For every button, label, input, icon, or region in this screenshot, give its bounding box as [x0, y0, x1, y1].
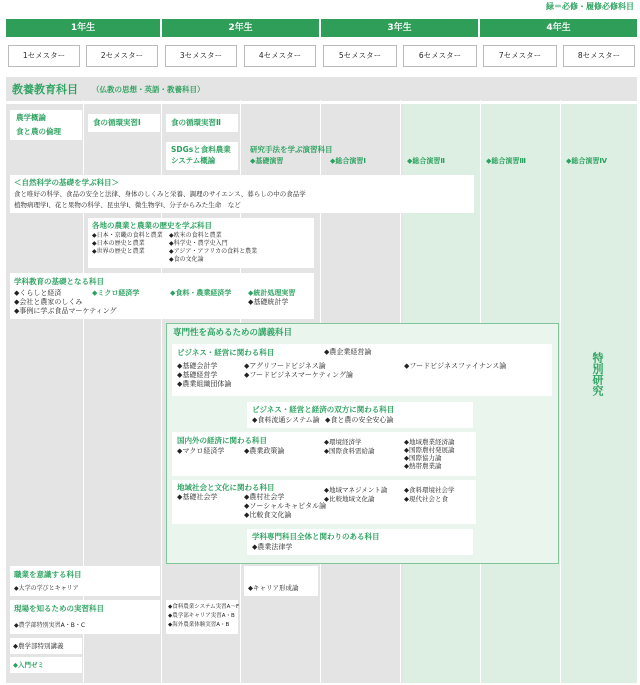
- seminar-1: ◆総合演習Ⅰ: [330, 157, 366, 165]
- seminar-3: ◆総合演習Ⅲ: [486, 157, 527, 165]
- intro-box-3: [166, 114, 238, 132]
- business-course-6: ◆農企業経営論: [324, 348, 372, 356]
- course-food-ethics: 食と農の倫理: [16, 127, 61, 136]
- both-box: [247, 402, 473, 428]
- practice-course-1: ◆農学部特別実習A・B・C: [14, 622, 86, 629]
- liberal-arts-band: [6, 77, 637, 101]
- course-sdgs: SDGsと食料農業: [171, 145, 231, 154]
- business-course-7: ◆フードビジネスファイナンス論: [404, 362, 507, 370]
- intro-box-2: [88, 114, 160, 132]
- basic-course-2: ◆会社と農家のしくみ: [14, 298, 83, 306]
- history-course-4: ◆欧米の食料と農業: [169, 232, 222, 239]
- science-line-2: 植物病理学Ⅰ、花と果物の科学、昆虫学Ⅰ、微生物学Ⅰ、分子からみた生命 など: [14, 201, 241, 209]
- economy-course-2: ◆農業政策論: [244, 447, 285, 455]
- semester-6: 6セメスター: [403, 45, 477, 67]
- both-course-1: ◆食料流通システム論: [252, 416, 320, 424]
- regional-course-4: ◆比較食文化論: [244, 511, 292, 519]
- course-food-cycle-1: 食の循環実習Ⅰ: [93, 118, 141, 127]
- economy-course-8: ◆熱帯農業論: [404, 462, 442, 470]
- business-course-5: ◆フードビジネスマーケティング論: [244, 371, 353, 379]
- business-course-2: ◆基礎経営学: [177, 371, 218, 379]
- career-course-2: ◆キャリア形成論: [248, 584, 299, 592]
- semester-8: 8セメスター: [563, 45, 635, 67]
- intro-box-4: [166, 142, 238, 170]
- economy-course-5: ◆地域農業経済論: [404, 438, 455, 446]
- basic-stat: ◆基礎統計学: [248, 298, 289, 306]
- semester-1: 1セメスター: [8, 45, 80, 67]
- semester-2: 2セメスター: [86, 45, 158, 67]
- regional-course-1: ◆基礎社会学: [177, 493, 218, 501]
- regional-box: [172, 480, 476, 524]
- history-box: [88, 218, 314, 268]
- course-food-cycle-2: 食の循環実習Ⅱ: [171, 118, 221, 127]
- seminar-4: ◆総合演習Ⅳ: [566, 157, 608, 165]
- basic-stat-lab: ◆統計処理実習: [248, 289, 296, 297]
- basic-micro: ◆ミクロ経済学: [92, 289, 140, 297]
- regional-course-5: ◆地域マネジメント論: [324, 486, 388, 494]
- practice-course-2: ◆食料農業システム実習A〜F: [168, 604, 240, 610]
- practice-box: [10, 600, 160, 634]
- regional-course-8: ◆現代社会と食: [404, 495, 448, 503]
- business-box: [172, 344, 552, 396]
- business-course-4: ◆アグリフードビジネス論: [244, 362, 326, 370]
- basic-box: [10, 273, 314, 319]
- practice-course-4: ◆海外農業体験実習A・B: [168, 622, 230, 628]
- overall-title: 学科専門科目全体と関わりのある科目: [252, 532, 380, 541]
- course-sdgs-2: システム概論: [171, 156, 216, 165]
- special-box: [10, 638, 82, 654]
- basic-course-3: ◆事例に学ぶ食品マーケティング: [14, 307, 117, 315]
- history-title: 各地の農業と農業の歴史を学ぶ科目: [92, 221, 212, 230]
- specialized-title: 専門性を高めるための講義科目: [173, 328, 293, 338]
- science-line-1: 食と唯好の科学、食品の安全と法律、身体のしくみと栄養、調理のサイエンス、暮らしの中の食品学: [14, 190, 306, 198]
- business-course-1: ◆基礎会計学: [177, 362, 218, 370]
- basic-food-econ: ◆食料・農業経済学: [170, 289, 232, 297]
- economy-course-7: ◆国際協力論: [404, 454, 442, 462]
- special-course: ◆農学部特別講義: [13, 642, 64, 650]
- economy-course-6: ◆国際農村発展論: [404, 446, 455, 454]
- research-label: 特別研究: [591, 352, 604, 396]
- career-course-1: ◆大学の学びとキャリア: [14, 585, 79, 592]
- regional-course-3: ◆ソーシャルキャピタル論: [244, 502, 327, 510]
- intro-seminar-box: [10, 657, 82, 673]
- history-course-5: ◆科学史・農学史入門: [169, 240, 228, 247]
- course-agri-intro: 農学概論: [16, 113, 46, 122]
- practice-course-3: ◆農学部キャリア実習A・B: [168, 613, 235, 619]
- year-3: 3年生: [321, 19, 478, 37]
- both-course-2: ◆食と農の安全安心論: [325, 416, 394, 424]
- year-4: 4年生: [480, 19, 637, 37]
- overall-box: [247, 529, 473, 555]
- year-2: 2年生: [162, 19, 319, 37]
- semester-3: 3セメスター: [165, 45, 237, 67]
- regional-course-6: ◆比較地域文化論: [324, 495, 375, 503]
- practice-title: 現場を知るための実習科目: [14, 604, 104, 613]
- career-box-2: [244, 566, 318, 596]
- intro-box-1: [10, 110, 82, 140]
- intro-seminar: ◆入門ゼミ: [13, 661, 44, 669]
- seminar-2: ◆総合演習Ⅱ: [407, 157, 445, 165]
- economy-title: 国内外の経済に関わる科目: [177, 436, 267, 445]
- col-sep: [560, 100, 561, 685]
- science-title: ＜自然科学の基礎を学ぶ科目＞: [14, 178, 119, 187]
- seminar-title: 研究手法を学ぶ演習科目: [250, 145, 333, 154]
- both-title: ビジネス・経営と経済の双方に関わる科目: [252, 405, 395, 414]
- history-course-1: ◆日本・京畿の食料と農業: [92, 232, 163, 239]
- business-course-3: ◆農業組織団体論: [177, 380, 232, 388]
- career-box: [10, 566, 160, 596]
- basic-title: 学科教育の基礎となる科目: [14, 277, 104, 286]
- seminar-basic: ◆基礎演習: [250, 157, 284, 165]
- economy-course-4: ◆国際食料需給論: [324, 447, 375, 455]
- semester-7: 7セメスター: [483, 45, 557, 67]
- science-box: [10, 175, 474, 213]
- history-course-7: ◆食の文化論: [169, 256, 204, 263]
- history-course-2: ◆日本の歴史と農業: [92, 240, 145, 247]
- legend: 緑＝必修・履修必修科目: [546, 2, 634, 11]
- semester-4: 4セメスター: [244, 45, 316, 67]
- liberal-title: 教養教育科目: [12, 83, 78, 96]
- overall-course-1: ◆農業法律学: [252, 543, 293, 551]
- regional-course-2: ◆農村社会学: [244, 493, 285, 501]
- year-1: 1年生: [6, 19, 160, 37]
- history-course-6: ◆アジア・アフリカの食料と農業: [169, 248, 258, 255]
- history-course-3: ◆世界の歴史と農業: [92, 248, 145, 255]
- career-title: 職業を意識する科目: [14, 570, 82, 579]
- liberal-sub: （仏教の思想・英語・教養科目）: [92, 85, 205, 94]
- semester-5: 5セメスター: [323, 45, 397, 67]
- regional-course-7: ◆食料環境社会学: [404, 486, 455, 494]
- business-title: ビジネス・経営に関わる科目: [177, 348, 275, 357]
- seminar-band: [244, 142, 637, 170]
- economy-course-3: ◆環境経済学: [324, 438, 362, 446]
- practice-box-2: [166, 600, 238, 634]
- basic-course-1: ◆くらしと経済: [14, 289, 62, 297]
- economy-course-1: ◆マクロ経済学: [177, 447, 225, 455]
- regional-title: 地域社会と文化に関わる科目: [177, 483, 275, 492]
- research-area-2: [560, 104, 637, 566]
- economy-box: [172, 432, 476, 476]
